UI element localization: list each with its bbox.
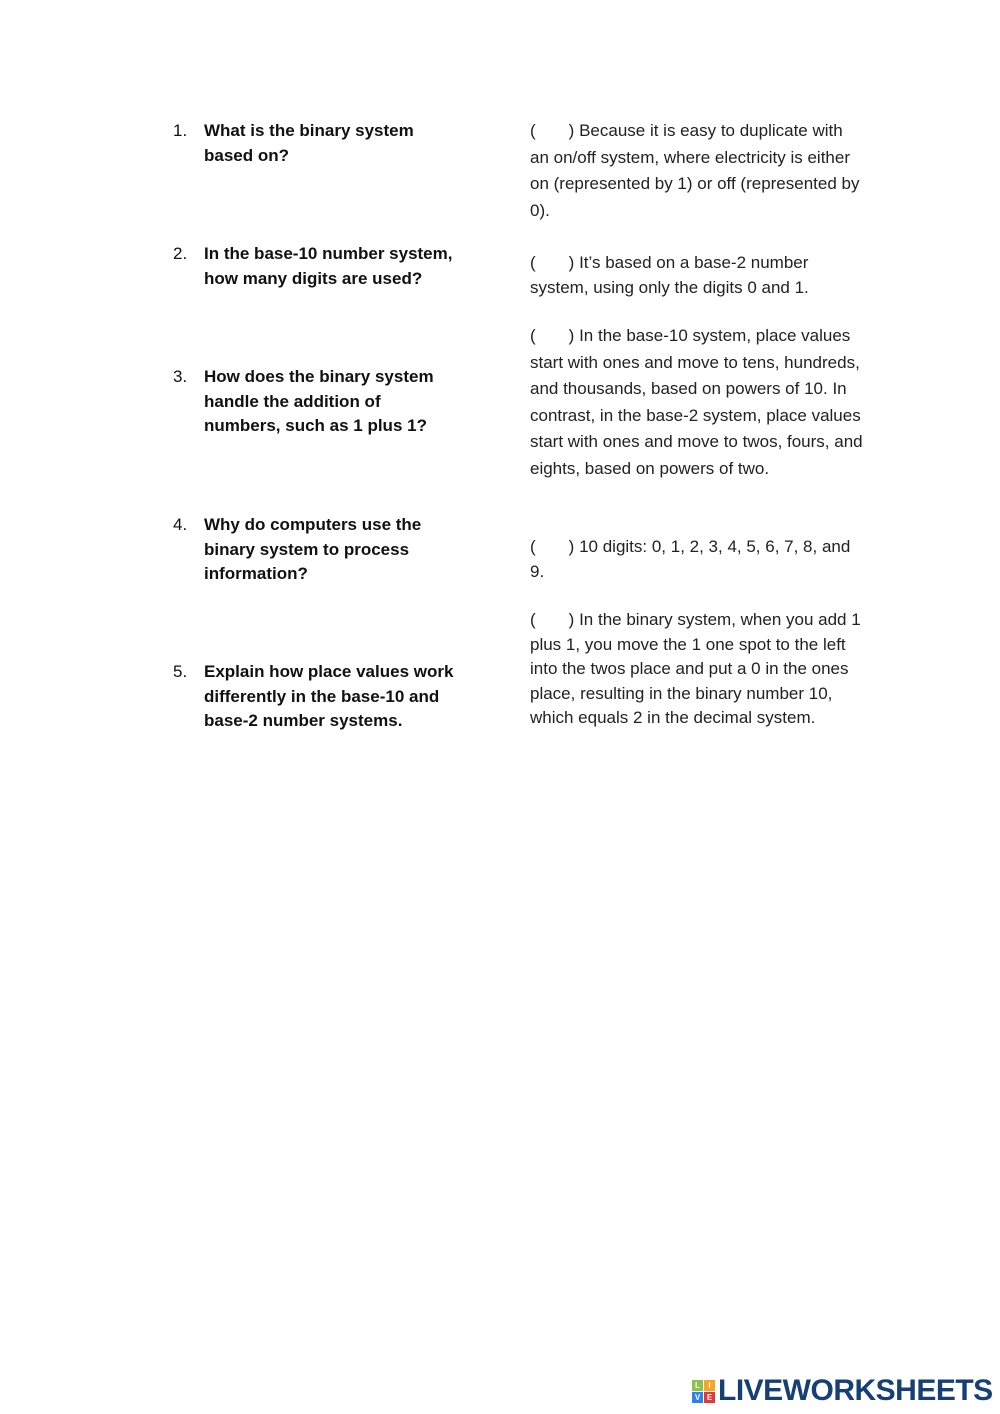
question-1: 1. What is the binary system based on?: [173, 121, 414, 165]
question-2: 2. In the base-10 number system, how many digits are used?: [173, 244, 453, 288]
answer-1: ( ) Because it is easy to duplicate with an on/off system, where electricity is either on (represented by 1) or off (represented by 0).: [530, 121, 860, 220]
answer-2: ( ) It’s based on a base-2 number system, using only the digits 0 and 1.: [530, 253, 809, 297]
question-5: 5. Explain how place values work differently in the base-10 and base-2 number systems.: [173, 662, 454, 731]
answer-3: ( ) In the base-10 system, place values start with ones and move to tens, hundreds, and thousands, based on powers of 10. In contrast, in the base-2 system, place values start with ones and move to twos, fours, and eights, based on powers of two.: [530, 326, 863, 478]
logo-tiles-icon: L I V E: [692, 1380, 715, 1403]
question-3: 3. How does the binary system handle the addition of numbers, such as 1 plus 1?: [173, 367, 434, 436]
answer-5: ( ) In the binary system, when you add 1 plus 1, you move the 1 one spot to the left into the twos place and put a 0 in the ones place, resulting in the binary number 10, which equals 2 in the decimal system.: [530, 610, 861, 728]
logo-text: LIVEWORKSHEETS: [718, 1374, 993, 1407]
liveworksheets-logo: [692, 1374, 993, 1408]
question-4: 4. Why do computers use the binary system to process information?: [173, 515, 422, 584]
answer-4: ( ) 10 digits: 0, 1, 2, 3, 4, 5, 6, 7, 8, and 9.: [530, 537, 851, 581]
